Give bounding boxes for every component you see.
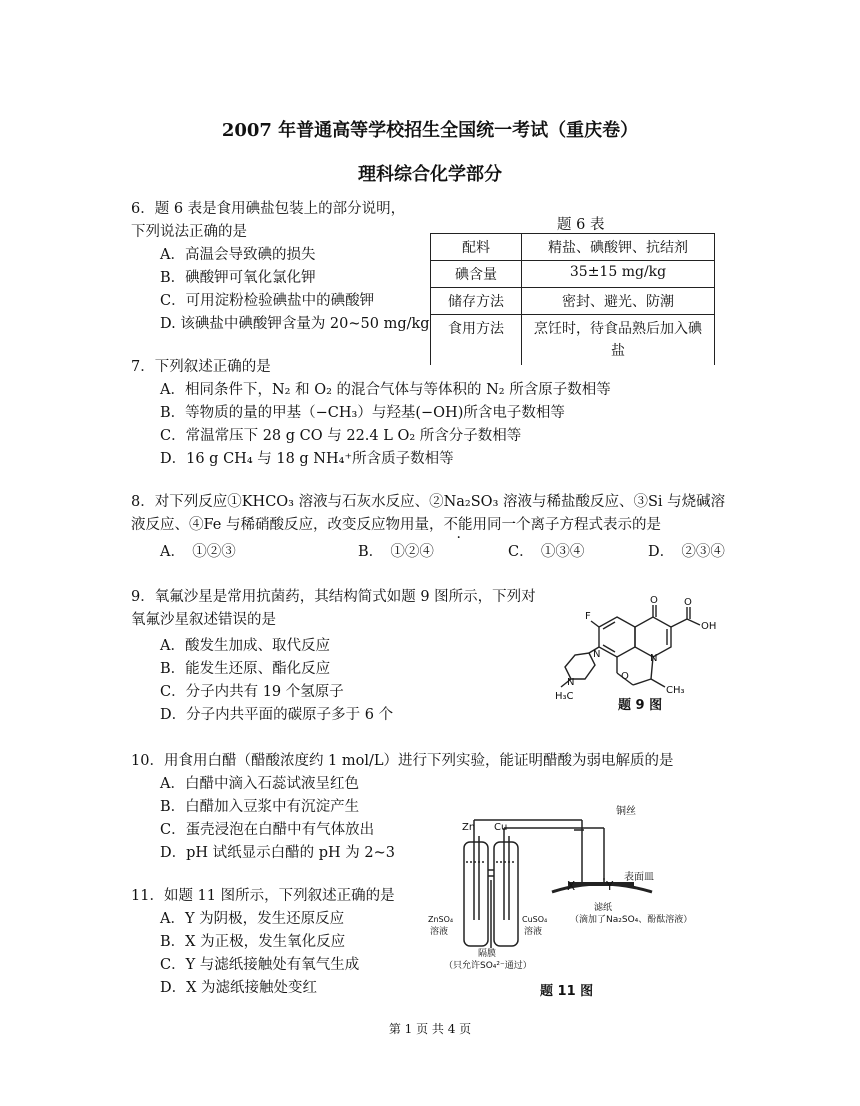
label-wire: 铜丝: [616, 806, 636, 817]
q8-stem-part: 用同一个离子方程式表示的是: [472, 517, 661, 533]
q9-stem-line2: 氧氟沙星叙述错误的是: [131, 612, 276, 628]
page-subtitle: 理科综合化学部分: [358, 164, 502, 185]
label-znso4-solution: 溶液: [430, 927, 449, 937]
q8-stem-line2: [131, 513, 661, 534]
q7-option-c: C．常温常压下 28 g CO 与 22.4 L O₂ 所含分子数相等: [160, 428, 522, 444]
label-cuso4: CuSO₄: [522, 915, 548, 924]
atom-label: O: [684, 597, 692, 608]
q7-stem: 7．下列叙述正确的是: [131, 359, 271, 375]
q9-option-a: A．酸发生加成、取代反应: [160, 638, 330, 654]
table-cell: 食用方法: [431, 315, 522, 366]
table-cell: 烹饪时，待食品熟后加入碘盐: [522, 315, 715, 366]
table-row: [431, 234, 715, 261]
q8-stem-part: 液反应、④Fe 与稀硝酸反应，改变反应物用量，: [131, 517, 444, 533]
table-row: [431, 261, 715, 288]
label-filter-paper-note: （滴加了Na₂SO₄、酚酞溶液）: [570, 915, 693, 925]
q8-option-b: B． ①②④: [358, 544, 434, 560]
label-membrane-note: （只允许SO₄²⁻通过）: [444, 961, 532, 971]
q6-option-d: D. 该碘盐中碘酸钾含量为 20~50 mg/kg: [160, 316, 430, 332]
q11-option-c: C．Y 与滤纸接触处有氧气生成: [160, 957, 360, 973]
page-footer: 第 1 页 共 4 页: [388, 1022, 472, 1036]
q6-stem-line1: 6．题 6 表是食用碘盐包装上的部分说明，: [131, 201, 406, 217]
q10-option-c: C．蛋壳浸泡在白醋中有气体放出: [160, 822, 375, 838]
atom-label: N: [567, 677, 575, 688]
atom-label: O: [650, 595, 658, 606]
q6-option-c: C．可用淀粉检验碘盐中的碘酸钾: [160, 293, 375, 309]
table-cell: 配料: [431, 234, 522, 261]
q11-option-b: B．X 为正极，发生氧化反应: [160, 934, 346, 950]
q11-stem: 11．如题 11 图所示，下列叙述正确的是: [131, 888, 395, 904]
table-cell: 精盐、碘酸钾、抗结剂: [522, 234, 715, 261]
q8-option-c: C． ①③④: [508, 544, 585, 560]
galvanic-cell-diagram: [420, 800, 720, 1000]
q9-option-d: D．分子内共平面的碳原子多于 6 个: [160, 707, 394, 723]
table-row: [431, 315, 715, 366]
label-y: Y: [606, 879, 614, 893]
q8-option-a: A． ①②③: [160, 544, 236, 560]
q11-apparatus-figure: [420, 800, 720, 1000]
label-membrane: 隔膜: [478, 949, 497, 959]
atom-label: CH₃: [666, 685, 685, 696]
q6-table-caption: 题 6 表: [557, 217, 605, 233]
q9-option-c: C．分子内共有 19 个氢原子: [160, 684, 344, 700]
atom-label: H₃C: [555, 691, 574, 702]
q10-option-a: A．白醋中滴入石蕊试液呈红色: [160, 776, 359, 792]
q6-table: [430, 233, 715, 365]
label-filter-paper: 滤纸: [594, 903, 613, 913]
q9-figure-caption: 题 9 图: [618, 698, 663, 713]
table-row: [431, 288, 715, 315]
label-cuso4-solution: 溶液: [524, 927, 543, 937]
label-dish: 表面皿: [624, 872, 654, 883]
label-zn: Zn: [462, 822, 476, 833]
q8-emphasis: 不能: [443, 517, 473, 533]
atom-label: F: [585, 611, 591, 622]
q9-option-b: B．能发生还原、酯化反应: [160, 661, 331, 677]
atom-label: N: [593, 649, 601, 660]
q7-option-d: D．16 g CH₄ 与 18 g NH₄⁺所含质子数相等: [160, 451, 454, 467]
q10-stem: 10．用食用白醋（醋酸浓度约 1 mol/L）进行下列实验，能证明醋酸为弱电解质的是: [131, 753, 674, 769]
label-cu: Cu: [494, 822, 508, 833]
atom-label: OH: [701, 621, 717, 632]
label-x: X: [567, 879, 576, 893]
q6-option-b: B．碘酸钾可氧化氯化钾: [160, 270, 316, 286]
q6-stem-line2: 下列说法正确的是: [131, 224, 247, 240]
q8-stem-line1: 8．对下列反应①KHCO₃ 溶液与石灰水反应、②Na₂SO₃ 溶液与稀盐酸反应、③Si 与烧碱溶: [131, 494, 726, 510]
q7-option-a: A．相同条件下，N₂ 和 O₂ 的混合气体与等体积的 N₂ 所含原子数相等: [160, 382, 611, 398]
table-cell: 碘含量: [431, 261, 522, 288]
q8-option-d: D． ②③④: [648, 544, 725, 560]
table-cell: 35±15 mg/kg: [522, 261, 715, 288]
q11-option-d: D．X 为滤纸接触处变红: [160, 980, 318, 996]
q11-option-a: A．Y 为阴极，发生还原反应: [160, 911, 345, 927]
page-title: 2007 年普通高等学校招生全国统一考试（重庆卷）: [221, 120, 639, 141]
table-cell: 密封、避光、防潮: [522, 288, 715, 315]
atom-label: O: [621, 671, 629, 682]
label-znso4: ZnSO₄: [428, 915, 454, 924]
q10-option-d: D．pH 试纸显示白醋的 pH 为 2~3: [160, 845, 396, 861]
q10-option-b: B．白醋加入豆浆中有沉淀产生: [160, 799, 360, 815]
q11-figure-caption: 题 11 图: [540, 984, 594, 999]
q7-option-b: B．等物质的量的甲基（−CH₃）与羟基(−OH)所含电子数相等: [160, 405, 565, 421]
table-cell: 储存方法: [431, 288, 522, 315]
q6-option-a: A．高温会导致碘的损失: [160, 247, 316, 263]
q9-stem-line1: 9．氧氟沙星是常用抗菌药，其结构简式如题 9 图所示，下列对: [131, 589, 536, 605]
atom-label: N: [650, 653, 658, 664]
